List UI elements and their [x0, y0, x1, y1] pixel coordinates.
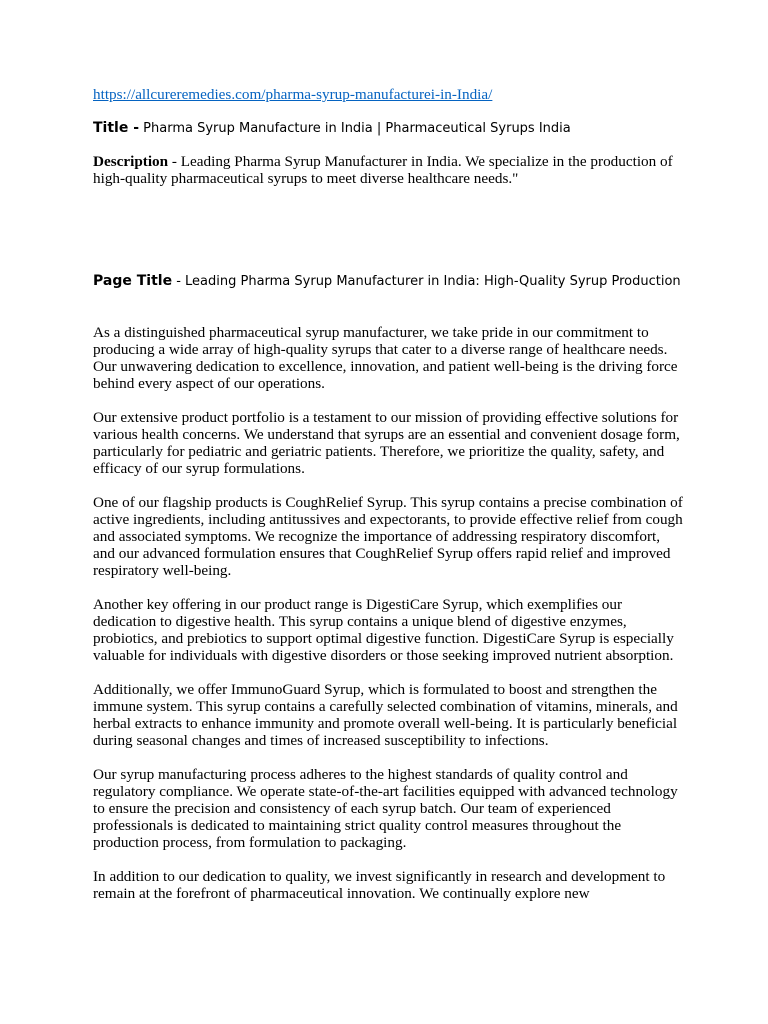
body-paragraph-1: As a distinguished pharmaceutical syrup manufacturer, we take pride in our commitment to producing a wide array of high-quality syrups that cater to a diverse range of healthcare needs. Our unwavering dedication to excellence, innovation, and patient well-being is the driving force behind every aspect of our operations.	[93, 324, 678, 392]
body-paragraph-3: One of our flagship products is CoughRelief Syrup. This syrup contains a precise combination of active ingredients, including antitussives and expectorants, to provide effective relief from cough and associated symptoms. We recognize the importance of addressing respiratory discomfort, and our advanced formulation ensures that CoughRelief Syrup offers rapid relief and improved respiratory well-being.	[93, 494, 683, 579]
body-paragraph-7: In addition to our dedication to quality, we invest significantly in research and development to remain at the forefront of pharmaceutical innovation. We continually explore new	[93, 868, 666, 902]
body-paragraph-4: Another key offering in our product range is DigestiCare Syrup, which exemplifies our dedication to digestive health. This syrup contains a unique blend of digestive enzymes, probiotics, and prebiotics to support optimal digestive function. DigestiCare Syrup is especially valuable for individuals with digestive disorders or those seeking improved nutrient absorption.	[93, 596, 674, 664]
meta-title-line	[93, 120, 683, 137]
meta-description-label: Description	[93, 153, 169, 170]
meta-description-text: - Leading Pharma Syrup Manufacturer in India. We specialize in the production of high-quality pharmaceutical syrups to meet diverse healthcare needs."	[93, 153, 673, 187]
body-paragraph-2: Our extensive product portfolio is a testament to our mission of providing effective solutions for various health concerns. We understand that syrups are an essential and convenient dosage form, particularly for pediatric and geriatric patients. Therefore, we prioritize the quality, safety, and efficacy of our syrup formulations.	[93, 409, 680, 477]
document-page	[93, 86, 683, 919]
page-title-label: Page Title	[93, 273, 173, 289]
body-content	[93, 324, 683, 902]
meta-title-label: Title -	[93, 120, 140, 136]
page-title-line	[93, 273, 683, 290]
body-paragraph-6: Our syrup manufacturing process adheres to the highest standards of quality control and regulatory compliance. We operate state-of-the-art facilities equipped with advanced technology to ensure the precision and consistency of each syrup batch. Our team of experienced professionals is dedicated to maintaining strict quality control measures throughout the production process, from formulation to packaging.	[93, 766, 678, 851]
meta-title-text: Pharma Syrup Manufacture in India | Pharmaceutical Syrups India	[139, 121, 571, 136]
meta-description	[93, 153, 683, 187]
page-title-text: - Leading Pharma Syrup Manufacturer in India: High-Quality Syrup Production	[172, 274, 681, 289]
body-paragraph-5: Additionally, we offer ImmunoGuard Syrup, which is formulated to boost and strengthen the immune system. This syrup contains a carefully selected combination of vitamins, minerals, and herbal extracts to enhance immunity and promote overall well-being. It is particularly beneficial during seasonal changes and times of increased susceptibility to infections.	[93, 681, 678, 749]
source-url-link[interactable]: https://allcureremedies.com/pharma-syrup-manufacturei-in-India/	[93, 86, 493, 103]
